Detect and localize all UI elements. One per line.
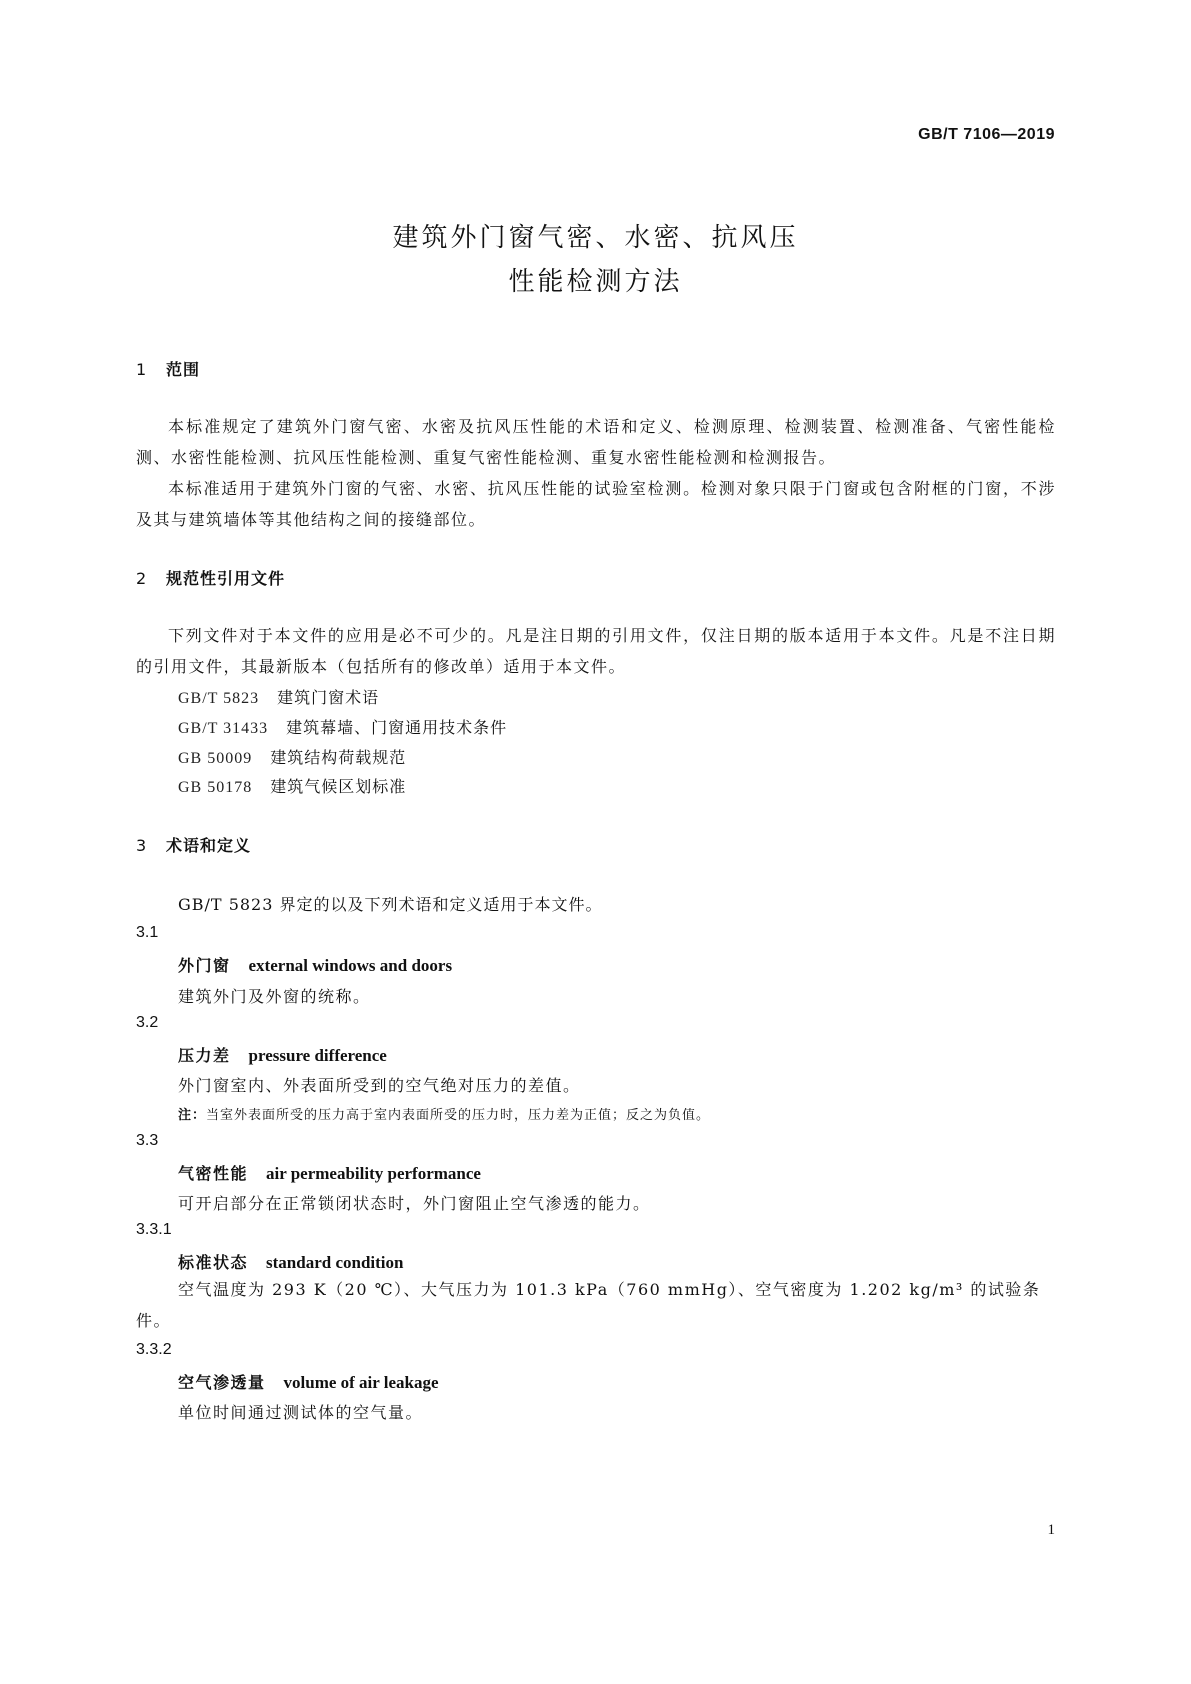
term-name <box>178 1250 403 1273</box>
term-name-en: standard condition <box>266 1253 404 1272</box>
term-name-en: volume of air leakage <box>283 1373 439 1392</box>
reference-item <box>178 745 406 768</box>
term-name-en: air permeability performance <box>266 1164 481 1183</box>
section-1-heading <box>136 357 200 380</box>
term-name <box>178 1370 439 1393</box>
note-text: 当室外表面所受的压力高于室内表面所受的压力时，压力差为正值；反之为负值。 <box>206 1108 711 1123</box>
section-1-paragraph-2: 本标准适用于建筑外门窗的气密、水密、抗风压性能的试验室检测。检测对象只限于门窗或包含附框的门窗，不涉及其与建筑墙体等其他结构之间的接缝部位。 <box>136 479 1056 529</box>
term-definition: 外门窗室内、外表面所受到的空气绝对压力的差值。 <box>178 1076 581 1095</box>
reference-code: GB/T 5823 <box>178 690 260 707</box>
reference-name: 建筑结构荷载规范 <box>270 748 407 767</box>
page-number: 1 <box>1047 1522 1055 1538</box>
title-line-1: 建筑外门窗气密、水密、抗风压 <box>392 223 799 253</box>
reference-code: GB 50009 <box>178 750 253 767</box>
term-note <box>178 1104 710 1123</box>
section-3-heading <box>136 833 251 856</box>
section-title: 术语和定义 <box>166 836 252 855</box>
section-number: 2 <box>136 569 148 588</box>
section-number: 3 <box>136 836 148 855</box>
term-definition: 空气温度为 293 K（20 ℃）、大气压力为 101.3 kPa（760 mmHg）、空气密度为 1.202 kg/m³ 的试验条件。 <box>136 1280 1041 1330</box>
term-definition: 可开启部分在正常锁闭状态时，外门窗阻止空气渗透的能力。 <box>178 1194 651 1213</box>
standard-code: GB/T 7106—2019 <box>918 126 1055 143</box>
term-definition: 单位时间通过测试体的空气量。 <box>178 1403 424 1422</box>
section-title: 范围 <box>166 360 201 379</box>
section-1-paragraph-1: 本标准规定了建筑外门窗气密、水密及抗风压性能的术语和定义、检测原理、检测装置、检测准备、气密性能检测、水密性能检测、抗风压性能检测、重复气密性能检测、重复水密性能检测和检测报告。 <box>136 417 1056 467</box>
reference-name: 建筑气候区划标准 <box>270 777 407 796</box>
term-number: 3.3 <box>136 1132 159 1149</box>
reference-code: GB 50178 <box>178 779 253 796</box>
term-name <box>178 1161 481 1184</box>
term-number: 3.1 <box>136 924 159 941</box>
section-2-paragraph-1: 下列文件对于本文件的应用是必不可少的。凡是注日期的引用文件，仅注日期的版本适用于本文件。凡是不注日期的引用文件，其最新版本（包括所有的修改单）适用于本文件。 <box>136 626 1056 676</box>
term-number: 3.3.2 <box>136 1341 172 1358</box>
section-2-heading <box>136 566 285 589</box>
term-name-zh: 标准状态 <box>178 1253 249 1272</box>
term-name <box>178 1043 387 1066</box>
term-name-en: pressure difference <box>248 1046 387 1065</box>
term-name-en: external windows and doors <box>248 956 453 975</box>
reference-name: 建筑幕墙、门窗通用技术条件 <box>286 718 508 737</box>
term-number: 3.3.1 <box>136 1221 172 1238</box>
reference-item <box>178 685 379 708</box>
document-title <box>0 216 1191 304</box>
term-name-zh: 压力差 <box>178 1046 231 1065</box>
section-title: 规范性引用文件 <box>166 569 286 588</box>
term-name-zh: 气密性能 <box>178 1164 249 1183</box>
reference-item <box>178 774 406 797</box>
term-definition: 建筑外门及外窗的统称。 <box>178 987 371 1006</box>
reference-item <box>178 715 507 738</box>
term-name <box>178 953 452 976</box>
note-label: 注： <box>178 1108 207 1123</box>
reference-name: 建筑门窗术语 <box>277 688 380 707</box>
term-name-zh: 空气渗透量 <box>178 1373 266 1392</box>
term-number: 3.2 <box>136 1014 159 1031</box>
section-number: 1 <box>136 360 148 379</box>
section-3-intro: GB/T 5823 界定的以及下列术语和定义适用于本文件。 <box>178 895 603 914</box>
term-name-zh: 外门窗 <box>178 956 231 975</box>
reference-code: GB/T 31433 <box>178 720 269 737</box>
title-line-2: 性能检测方法 <box>508 267 683 297</box>
